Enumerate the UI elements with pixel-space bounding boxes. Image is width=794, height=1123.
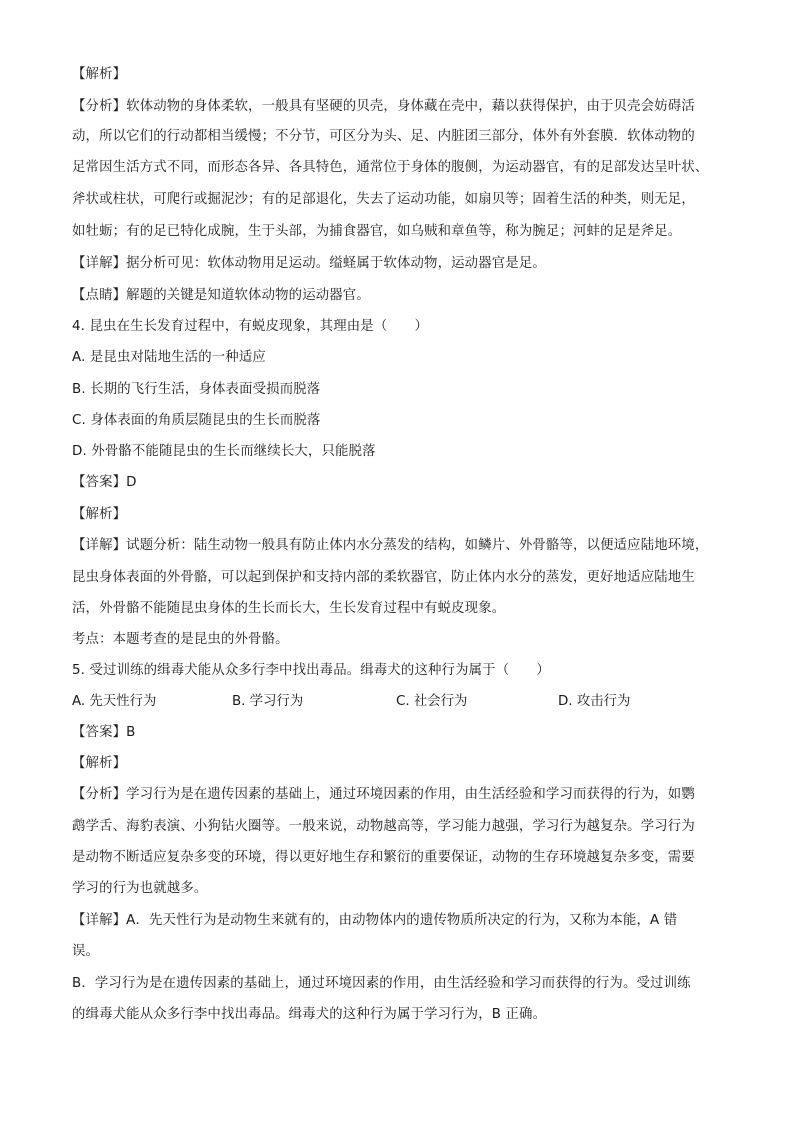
question-4-detail-line: 【详解】试题分析：陆生动物一般具有防止体内水分蒸发的结构，如鳞片、外骨骼等，以便适应陆地环境， xyxy=(72,538,709,553)
question-5-option-a: A. 先天性行为 xyxy=(72,694,157,709)
question-4-stem: 4. 昆虫在生长发育过程中，有蜕皮现象，其理由是（ ） xyxy=(72,319,428,334)
question-4-exam-point: 考点：本题考查的是昆虫的外骨骼。 xyxy=(72,632,289,647)
question-5-stem: 5. 受过训练的缉毒犬能从众多行李中找出毒品。缉毒犬的这种行为属于（ ） xyxy=(72,663,550,678)
question-4-option-c: C. 身体表面的角质层随昆虫的生长而脱落 xyxy=(72,413,321,428)
question-4-option-a: A. 是昆虫对陆地生活的一种适应 xyxy=(72,350,266,365)
question-5-analysis-line: 学习的行为也就越多。 xyxy=(72,881,208,896)
question-4-detail-line: 活，外骨骼不能随昆虫身体的生长而长大，生长发育过程中有蜕皮现象。 xyxy=(72,601,506,616)
detail-explanation: 【详解】据分析可见：软体动物用足运动。缢蛏属于软体动物，运动器官是足。 xyxy=(72,256,546,271)
question-4-option-d: D. 外骨骼不能随昆虫的生长而继续长大，只能脱落 xyxy=(72,444,376,459)
analysis-heading: 【解析】 xyxy=(72,67,127,82)
question-5-detail-line: 的缉毒犬能从众多行李中找出毒品。缉毒犬的这种行为属于学习行为，B 正确。 xyxy=(72,1007,547,1022)
analysis-paragraph-line: 足常因生活方式不同，而形态各异、各具特色，通常位于身体的腹侧，为运动器官，有的足部发达呈叶状、 xyxy=(72,160,709,175)
question-5-analysis-line: 是动物不断适应复杂多变的环境，得以更好地生存和繁衍的重要保证，动物的生存环境越复杂多变，需要 xyxy=(72,850,695,865)
question-4-option-b: B. 长期的飞行生活，身体表面受损而脱落 xyxy=(72,382,321,397)
question-5-option-b: B. 学习行为 xyxy=(232,694,304,709)
analysis-paragraph-line: 如牡蛎；有的足已特化成腕，生于头部，为捕食器官，如乌贼和章鱼等，称为腕足；河蚌的足是斧足。 xyxy=(72,224,682,239)
question-5-analysis-heading: 【解析】 xyxy=(72,756,127,771)
analysis-paragraph-line: 斧状或柱状，可爬行或掘泥沙；有的足部退化，失去了运动功能，如扇贝等；固着生活的种类，则无足， xyxy=(72,192,695,207)
question-5-answer: 【答案】B xyxy=(72,725,136,740)
question-5-detail-line: B．学习行为是在遗传因素的基础上，通过环境因素的作用，由生活经验和学习而获得的行为。受过训练 xyxy=(72,976,691,991)
key-point: 【点睛】解题的关键是知道软体动物的运动器官。 xyxy=(72,288,370,303)
question-5-analysis-line: 鹉学舌、海豹表演、小狗钻火圈等。一般来说，动物越高等，学习能力越强，学习行为越复杂。学习行为 xyxy=(72,819,695,834)
question-5-detail-line: 误。 xyxy=(72,944,100,959)
question-4-answer: 【答案】D xyxy=(72,475,137,490)
question-5-option-c: C. 社会行为 xyxy=(396,694,468,709)
question-5-detail-line: 【详解】A．先天性行为是动物生来就有的，由动物体内的遗传物质所决定的行为，又称为本能，A 错 xyxy=(72,913,678,928)
question-4-analysis-heading: 【解析】 xyxy=(72,507,127,522)
analysis-paragraph-line: 动，所以它们的行动都相当缓慢；不分节，可区分为头、足、内脏团三部分，体外有外套膜．软体动物的 xyxy=(72,129,695,144)
question-5-option-d: D. 攻击行为 xyxy=(558,694,631,709)
analysis-paragraph-line: 【分析】软体动物的身体柔软，一般具有坚硬的贝壳，身体藏在壳中，藉以获得保护，由于贝壳会妨碍活 xyxy=(72,99,695,114)
question-5-options xyxy=(72,692,732,712)
question-4-detail-line: 昆虫身体表面的外骨骼，可以起到保护和支持内部的柔软器官，防止体内水分的蒸发，更好地适应陆地生 xyxy=(72,570,695,585)
question-5-analysis-line: 【分析】学习行为是在遗传因素的基础上，通过环境因素的作用，由生活经验和学习而获得的行为，如鹦 xyxy=(72,787,695,802)
